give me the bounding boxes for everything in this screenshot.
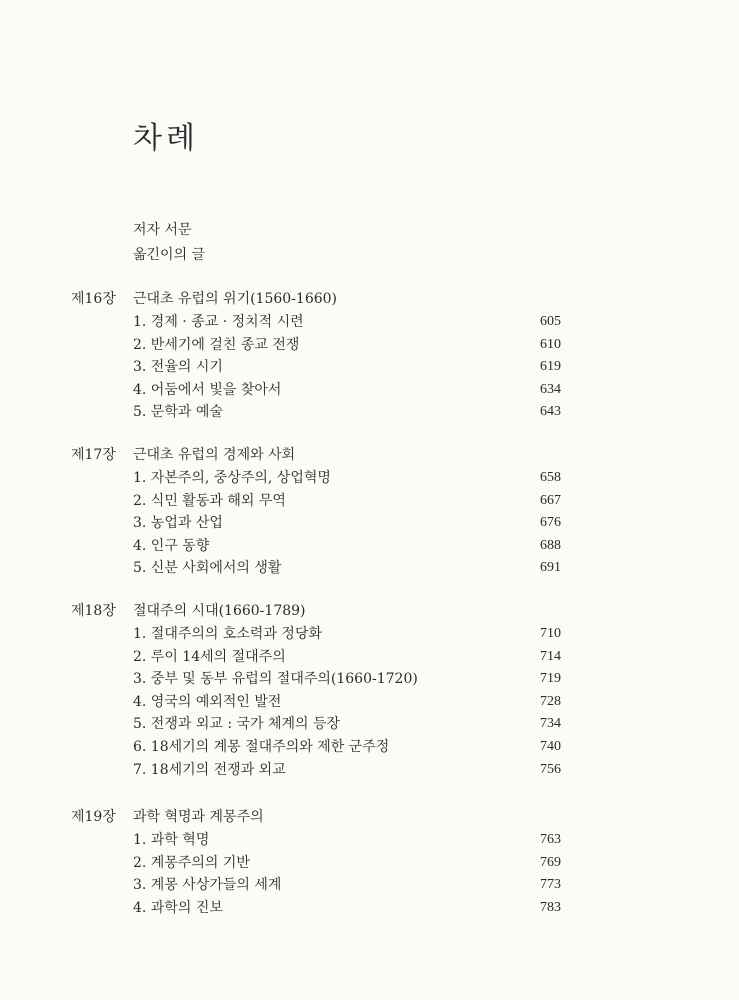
toc-entry[interactable] [71, 897, 561, 920]
section-title: 2. 식민 활동과 해외 무역 [133, 492, 286, 509]
chapter-heading[interactable] [71, 599, 561, 623]
section-title: 6. 18세기의 계몽 절대주의와 제한 군주정 [133, 738, 390, 755]
toc-entry[interactable] [71, 646, 561, 669]
chapter-title: 절대주의 시대(1660-1789) [133, 603, 306, 619]
page-number: 619 [540, 359, 561, 375]
section-title: 4. 과학의 진보 [133, 899, 223, 916]
page-number: 610 [540, 336, 561, 352]
chapter-16 [71, 287, 561, 424]
page-number: 763 [540, 832, 561, 847]
section-title: 5. 문학과 예술 [133, 404, 223, 421]
front-matter-item-preface[interactable]: 저자 서문 [133, 222, 192, 238]
page-number: 740 [540, 738, 561, 754]
section-title: 5. 신분 사회에서의 생활 [133, 560, 282, 577]
section-title: 1. 과학 혁명 [133, 832, 210, 848]
toc-entry[interactable] [71, 467, 561, 490]
toc-entry[interactable] [71, 401, 561, 424]
front-matter [133, 218, 205, 268]
page-number: 710 [540, 626, 561, 641]
toc-entry[interactable] [71, 379, 561, 402]
section-title: 7. 18세기의 전쟁과 외교 [133, 761, 286, 778]
page-number: 667 [540, 492, 561, 508]
toc-entry[interactable] [71, 713, 561, 736]
section-title: 2. 반세기에 걸친 종교 전쟁 [133, 336, 300, 353]
toc-entry[interactable] [71, 311, 561, 334]
chapter-heading[interactable] [71, 443, 561, 467]
chapter-title: 과학 혁명과 계몽주의 [133, 809, 264, 825]
toc-entry[interactable] [71, 668, 561, 691]
section-title: 3. 중부 및 동부 유럽의 절대주의(1660-1720) [133, 671, 418, 688]
page-title: 차례 [133, 121, 199, 156]
page-number: 769 [540, 854, 561, 870]
section-title: 3. 계몽 사상가들의 세계 [133, 877, 282, 894]
toc-entry[interactable] [71, 512, 561, 535]
page-number: 773 [540, 877, 561, 893]
section-title: 4. 어둠에서 빛을 찾아서 [133, 381, 282, 398]
page-number: 734 [540, 716, 561, 732]
chapter-number: 제17장 [71, 447, 116, 463]
toc-entry[interactable] [71, 623, 561, 646]
page-number: 643 [540, 404, 561, 420]
toc-entry[interactable] [71, 759, 561, 782]
chapter-number: 제19장 [71, 809, 116, 825]
page-number: 783 [540, 899, 561, 915]
chapter-19 [71, 805, 561, 919]
page-number: 728 [540, 693, 561, 709]
page-number: 691 [540, 560, 561, 576]
toc-entry[interactable] [71, 334, 561, 357]
toc-entry[interactable] [71, 356, 561, 379]
section-title: 3. 전율의 시기 [133, 359, 223, 376]
page-number: 688 [540, 537, 561, 553]
section-title: 3. 농업과 산업 [133, 515, 223, 532]
section-title: 2. 루이 14세의 절대주의 [133, 648, 286, 665]
section-title: 5. 전쟁과 외교 : 국가 체계의 등장 [133, 716, 341, 733]
chapter-18 [71, 599, 561, 781]
toc-entry[interactable] [71, 557, 561, 580]
section-title: 2. 계몽주의의 기반 [133, 854, 250, 871]
chapter-title: 근대초 유럽의 경제와 사회 [133, 447, 296, 463]
section-title: 1. 경제 · 종교 · 정치적 시련 [133, 314, 304, 330]
page-number: 719 [540, 671, 561, 687]
section-title: 1. 자본주의, 중상주의, 상업혁명 [133, 470, 331, 486]
toc-entry[interactable] [71, 736, 561, 759]
toc-entry[interactable] [71, 535, 561, 558]
page-number: 658 [540, 470, 561, 485]
toc-entry[interactable] [71, 829, 561, 852]
toc-entry[interactable] [71, 874, 561, 897]
front-matter-item-translator-note[interactable]: 옮긴이의 글 [133, 247, 206, 263]
chapter-number: 제18장 [71, 603, 116, 619]
section-title: 1. 절대주의의 호소력과 정당화 [133, 626, 322, 642]
toc-entry[interactable] [71, 852, 561, 875]
section-title: 4. 영국의 예외적인 발전 [133, 693, 282, 710]
page-number: 756 [540, 761, 561, 777]
chapter-17 [71, 443, 561, 580]
chapter-heading[interactable] [71, 805, 561, 829]
page-number: 676 [540, 515, 561, 531]
page-number: 714 [540, 648, 561, 664]
chapter-number: 제16장 [71, 291, 116, 307]
toc-entry[interactable] [71, 691, 561, 714]
toc-entry[interactable] [71, 490, 561, 513]
chapter-title: 근대초 유럽의 위기(1560-1660) [133, 291, 338, 307]
page-number: 605 [540, 314, 561, 329]
page-number: 634 [540, 381, 561, 397]
section-title: 4. 인구 동향 [133, 537, 210, 554]
chapter-heading[interactable] [71, 287, 561, 311]
